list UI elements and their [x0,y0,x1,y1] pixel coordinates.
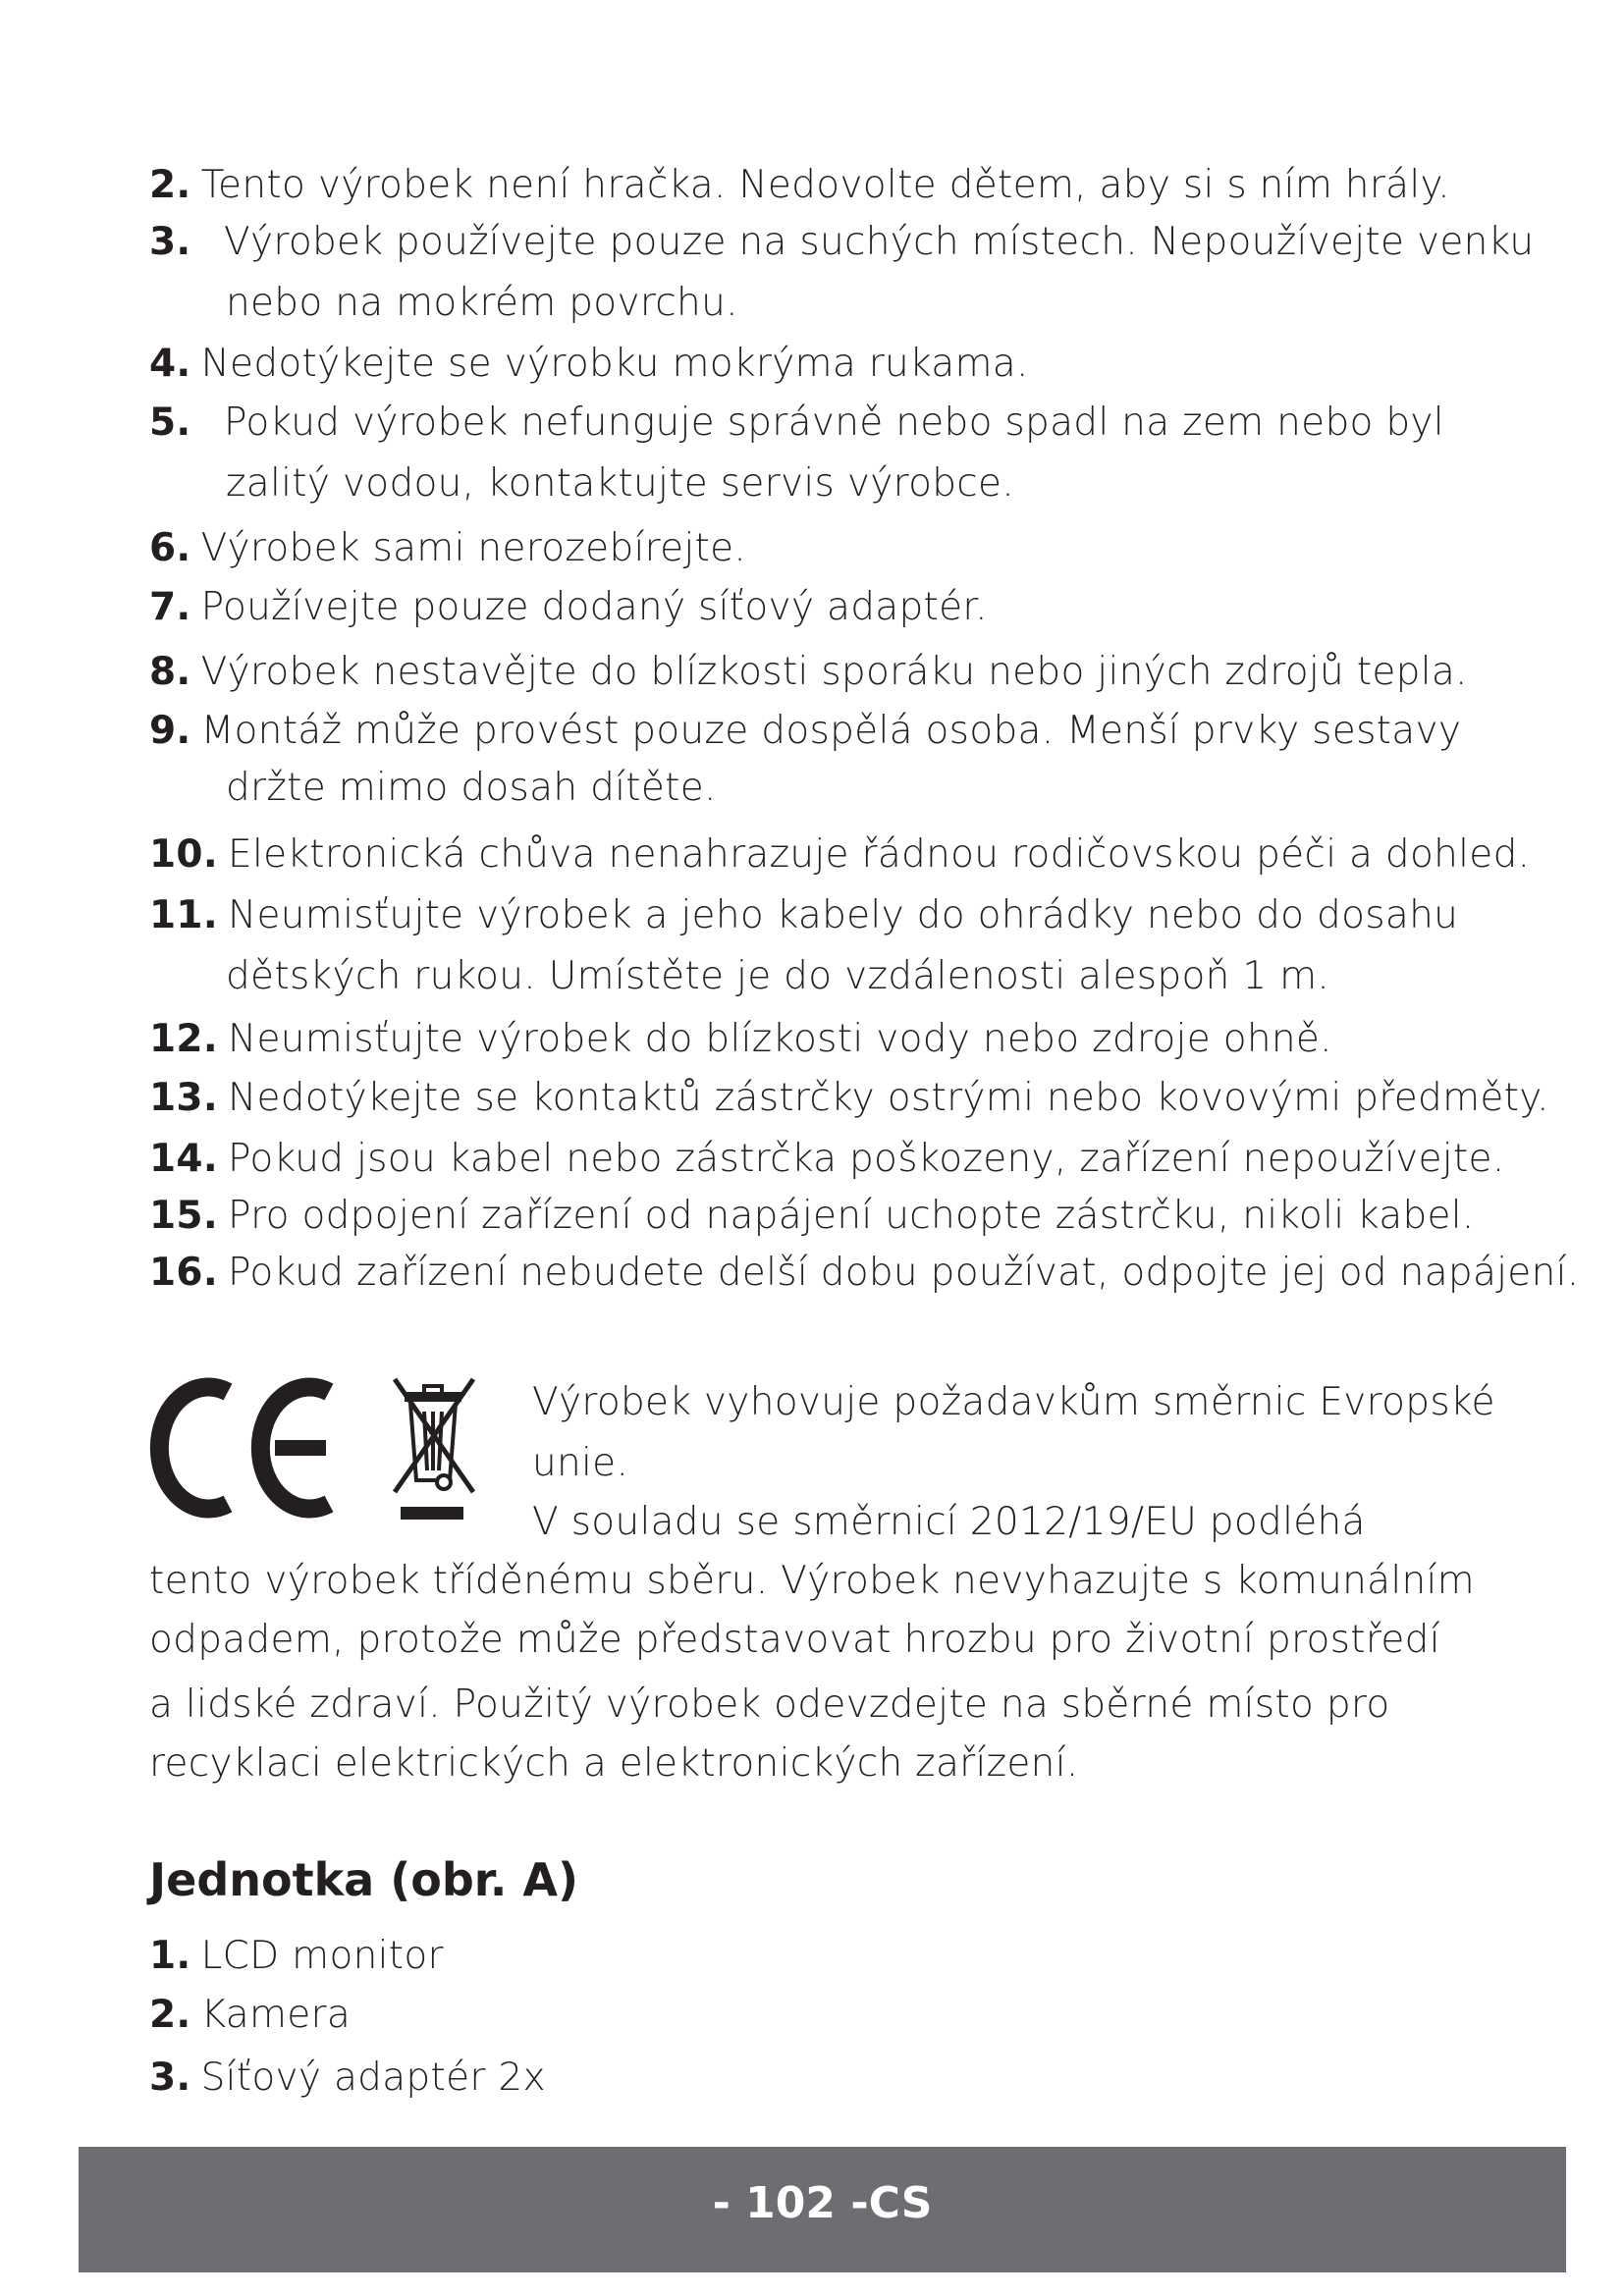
item-text-continued: držte mimo dosah dítěte. [226,766,717,810]
compliance-line: a lidské zdraví. Použitý výrobek odevzdejte na sběrné místo pro [149,1682,1390,1727]
compliance-line: odpadem, protože může představovat hrozbu pro životní prostředí [149,1618,1440,1662]
list-item [149,1129,1543,1190]
item-text: LCD monitor [200,1934,444,1978]
list-item [149,334,1543,395]
item-text: Pro odpojení zařízení od napájení uchopte zástrčku, nikoli kabel. [228,1194,1475,1238]
item-text: Výrobek nestavějte do blízkosti sporáku nebo jiných zdrojů tepla. [200,650,1468,694]
item-text: Používejte pouze dodaný síťový adaptér. [200,585,988,629]
list-item [149,701,1543,819]
item-text: Neumisťujte výrobek a jeho kabely do ohrádky nebo do dosahu [228,893,1459,937]
item-number: 2. [149,163,191,207]
compliance-line: recyklaci elektrických a elektronických zařízení. [149,1741,1079,1786]
list-item [149,212,1543,334]
list-item [149,1243,1580,1304]
compliance-line: unie. [532,1441,629,1485]
item-number: 13. [149,1076,218,1120]
item-number: 3. [149,220,191,264]
item-text: Nedotýkejte se výrobku mokrýma rukama. [200,342,1029,386]
item-text: Montáž může provést pouze dospělá osoba. Menší prvky sestavy [200,709,1462,753]
page-footer [79,2147,1566,2272]
item-number: 14. [149,1137,218,1181]
unit-list-item [149,2048,1543,2109]
ce-mark-icon [159,1387,329,1509]
item-text: Výrobek používejte pouze na suchých místech. Nepoužívejte venku [224,220,1535,264]
list-item [149,1009,1543,1070]
item-text: Síťový adaptér 2x [200,2056,546,2100]
item-number: 1. [149,1934,191,1978]
list-item [149,1186,1543,1247]
list-item [149,642,1543,703]
crossed-out-bin-icon [395,1379,473,1520]
compliance-line: V souladu se směrnicí 2012/19/EU podléhá [532,1500,1366,1544]
item-text: Nedotýkejte se kontaktů zástrčky ostrými nebo kovovými předměty. [228,1076,1549,1120]
item-number: 7. [149,585,191,629]
item-number: 4. [149,342,191,386]
item-text: Tento výrobek není hračka. Nedovolte dětem, aby si s ním hrály. [200,163,1451,207]
list-item [149,885,1543,1007]
list-item [149,393,1543,514]
list-item [149,577,1543,638]
section-heading: Jednotka (obr. A) [149,1853,579,1906]
item-text: Kamera [200,1993,352,2037]
item-text-continued: nebo na mokrém povrchu. [226,281,738,325]
item-text-continued: zalitý vodou, kontaktujte servis výrobce. [226,461,1015,506]
item-number: 8. [149,650,191,694]
item-number: 2. [149,1993,191,2037]
compliance-line: Výrobek vyhovuje požadavkům směrnic Evropské [532,1380,1495,1424]
unit-list-item [149,1985,1543,2046]
list-item [149,1068,1549,1129]
page-number: - 102 -CS [712,2178,933,2228]
list-item [149,155,1543,216]
item-number: 3. [149,2056,191,2100]
item-number: 9. [149,709,191,753]
list-item [149,518,1543,579]
item-text: Pokud jsou kabel nebo zástrčka poškozeny, zařízení nepoužívejte. [228,1137,1505,1181]
item-text: Elektronická chůva nenahrazuje řádnou rodičovskou péči a dohled. [228,832,1531,877]
item-number: 11. [149,893,218,937]
item-number: 5. [149,400,191,445]
item-number: 10. [149,832,218,877]
item-text: Pokud výrobek nefunguje správně nebo spadl na zem nebo byl [224,400,1444,445]
list-item [149,825,1543,885]
unit-list-item [149,1926,1543,1987]
item-text: Výrobek sami nerozebírejte. [200,526,747,570]
item-text-continued: dětských rukou. Umístěte je do vzdálenosti alespoň 1 m. [226,954,1330,998]
item-number: 16. [149,1251,218,1295]
item-text: Neumisťujte výrobek do blízkosti vody nebo zdroje ohně. [228,1017,1332,1061]
compliance-marks [149,1364,522,1531]
item-text: Pokud zařízení nebudete delší dobu používat, odpojte jej od napájení. [228,1251,1580,1295]
item-number: 12. [149,1017,218,1061]
compliance-line: tento výrobek tříděnému sběru. Výrobek nevyhazujte s komunálním [149,1559,1475,1603]
item-number: 6. [149,526,191,570]
item-number: 15. [149,1194,218,1238]
